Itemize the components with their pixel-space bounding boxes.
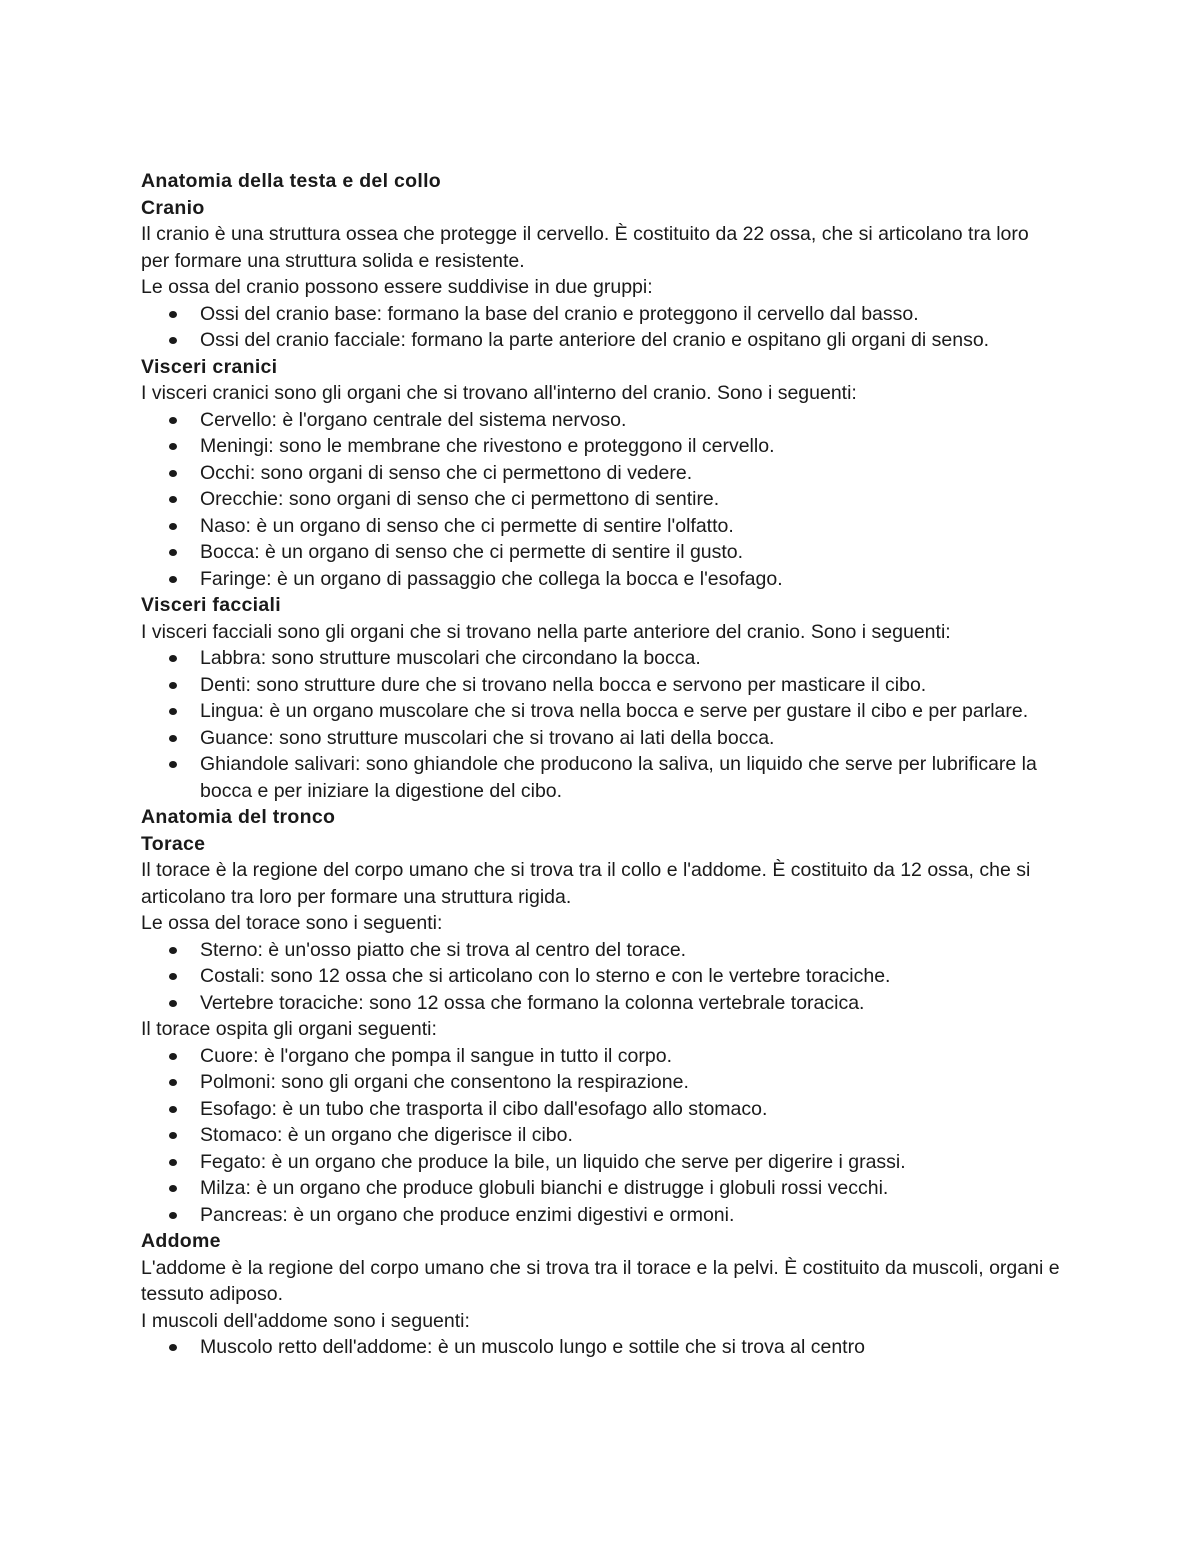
list-item: Ghiandole salivari: sono ghiandole che producono la saliva, un liquido che serve per lubrificare la bocca e per iniziare la digestione del cibo.	[200, 751, 1061, 804]
list-item: Faringe: è un organo di passaggio che collega la bocca e l'esofago.	[200, 566, 1061, 593]
list-item: Bocca: è un organo di senso che ci permette di sentire il gusto.	[200, 539, 1061, 566]
list-item: Occhi: sono organi di senso che ci permettono di vedere.	[200, 460, 1061, 487]
list-item: Stomaco: è un organo che digerisce il cibo.	[200, 1122, 1061, 1149]
list-item: Milza: è un organo che produce globuli bianchi e distrugge i globuli rossi vecchi.	[200, 1175, 1061, 1202]
subheading-addome: Addome	[141, 1230, 221, 1252]
list-item: Muscolo retto dell'addome: è un muscolo lungo e sottile che si trova al centro	[200, 1334, 1061, 1361]
list-item: Labbra: sono strutture muscolari che circondano la bocca.	[200, 645, 1061, 672]
list-item: Sterno: è un'osso piatto che si trova al centro del torace.	[200, 937, 1061, 964]
bullet-list-visceri-cranici	[141, 407, 1061, 593]
list-item: Orecchie: sono organi di senso che ci permettono di sentire.	[200, 486, 1061, 513]
section-heading-head-neck: Anatomia della testa e del collo	[141, 170, 442, 192]
paragraph-organi-torace: Il torace ospita gli organi seguenti:	[141, 1018, 437, 1040]
document-body	[141, 168, 1061, 1361]
bullet-list-organi-torace	[141, 1043, 1061, 1229]
list-item: Lingua: è un organo muscolare che si trova nella bocca e serve per gustare il cibo e per parlare.	[200, 698, 1061, 725]
list-item: Fegato: è un organo che produce la bile, un liquido che serve per digerire i grassi.	[200, 1149, 1061, 1176]
list-item: Costali: sono 12 ossa che si articolano con lo sterno e con le vertebre toraciche.	[200, 963, 1061, 990]
list-item: Guance: sono strutture muscolari che si trovano ai lati della bocca.	[200, 725, 1061, 752]
paragraph-cranio-intro: Il cranio è una struttura ossea che protegge il cervello. È costituito da 22 ossa, che si articolano tra loro per formare una struttura solida e resistente.	[141, 223, 1029, 272]
bullet-list-cranio	[141, 301, 1061, 354]
list-item: Denti: sono strutture dure che si trovano nella bocca e servono per masticare il cibo.	[200, 672, 1061, 699]
subheading-visceri-facciali: Visceri facciali	[141, 594, 281, 616]
list-item: Ossi del cranio base: formano la base del cranio e proteggono il cervello dal basso.	[200, 301, 1061, 328]
subheading-torace: Torace	[141, 832, 206, 855]
list-item: Pancreas: è un organo che produce enzimi digestivi e ormoni.	[200, 1202, 1061, 1229]
list-item: Cuore: è l'organo che pompa il sangue in tutto il corpo.	[200, 1043, 1061, 1070]
list-item: Naso: è un organo di senso che ci permette di sentire l'olfatto.	[200, 513, 1061, 540]
bullet-list-ossa-torace	[141, 937, 1061, 1017]
paragraph-muscoli-addome: I muscoli dell'addome sono i seguenti:	[141, 1309, 470, 1332]
list-item: Vertebre toraciche: sono 12 ossa che formano la colonna vertebrale toracica.	[200, 990, 1061, 1017]
subheading-visceri-cranici: Visceri cranici	[141, 355, 278, 378]
list-item: Meningi: sono le membrane che rivestono e proteggono il cervello.	[200, 433, 1061, 460]
paragraph-torace-intro: Il torace è la regione del corpo umano che si trova tra il collo e l'addome. È costituito da 12 ossa, che si articolano tra loro per formare una struttura rigida.	[141, 859, 1031, 908]
paragraph-visceri-cranici: I visceri cranici sono gli organi che si trovano all'interno del cranio. Sono i seguenti:	[141, 382, 857, 404]
paragraph-ossa-torace: Le ossa del torace sono i seguenti:	[141, 912, 443, 934]
list-item: Polmoni: sono gli organi che consentono la respirazione.	[200, 1069, 1061, 1096]
paragraph-cranio-groups: Le ossa del cranio possono essere suddivise in due gruppi:	[141, 276, 653, 298]
list-item: Ossi del cranio facciale: formano la parte anteriore del cranio e ospitano gli organi di senso.	[200, 327, 1061, 354]
section-heading-tronco: Anatomia del tronco	[141, 806, 336, 828]
list-item: Cervello: è l'organo centrale del sistema nervoso.	[200, 407, 1061, 434]
subheading-cranio: Cranio	[141, 196, 205, 219]
paragraph-visceri-facciali: I visceri facciali sono gli organi che si trovano nella parte anteriore del cranio. Sono i seguenti:	[141, 620, 951, 643]
paragraph-addome-intro: L'addome è la regione del corpo umano che si trova tra il torace e la pelvi. È costituito da muscoli, organi e tessuto adiposo.	[141, 1256, 1060, 1305]
bullet-list-muscoli-addome	[141, 1334, 1061, 1361]
bullet-list-visceri-facciali	[141, 645, 1061, 804]
list-item: Esofago: è un tubo che trasporta il cibo dall'esofago allo stomaco.	[200, 1096, 1061, 1123]
